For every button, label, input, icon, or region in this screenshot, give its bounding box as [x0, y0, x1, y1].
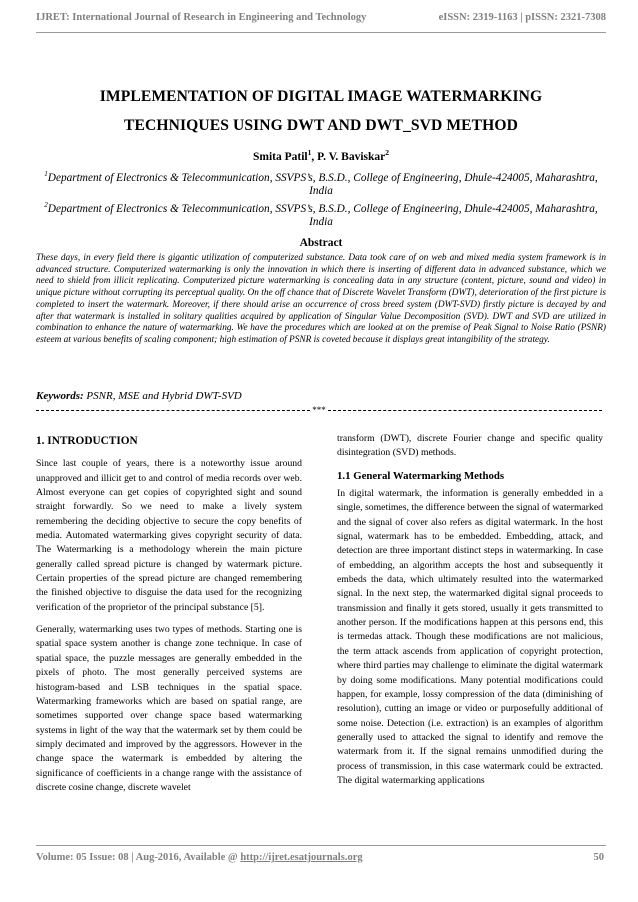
methods-paragraph-1: In digital watermark, the information is generally embedded in a single, sometimes, the difference between the signal of watermarked and the signal of cover also refers as digital watermark. In the host signal, watermark has to be embedded. Embedding, attack, and detection are three important distinct steps in watermarking. In case of embedding, an algorithm accepts the host and subsequently it embeds the data, which ultimately resulted into the watermarked signal. In the next step, the watermarked digital signal proceeds to transmission and finally it gets stored, usually it gets transmitted to another person. If the modifications happen at this persons end, this is termedas attack. Though these modifications are not malicious, the term attack ascends from application of copyright protection, where third parties may challenge to eliminate the digital watermark by doing some modifications. Many potential modifications could happen, for example, lossy compression of the data (diminishing of resolution), cutting an image or video or purposefully additional of some noise. Detection (i.e. extraction) is an examples of algorithm generally used to attacked the signal to identify and remove the watermark from it. If the signal remains unmodified during the process of transmission, in this case watermark could be extracted. The digital watermarking applications	[337, 488, 603, 786]
running-footer	[36, 852, 604, 863]
journal-name: IJRET: International Journal of Research in Engineering and Technology	[36, 12, 367, 23]
left-column	[36, 432, 302, 803]
author-1: Smita Patil	[252, 150, 308, 163]
title-line-2: TECHNIQUES USING DWT AND DWT_SVD METHOD	[124, 117, 518, 134]
affiliation-2-text: Department of Electronics & Telecommunication, SSVPS’s, B.S.D., College of Engineering, Dhule-424005, Maharashtra, India	[47, 202, 598, 229]
keywords-label: Keywords:	[36, 390, 84, 402]
page-number: 50	[593, 852, 604, 863]
affiliation-1	[40, 168, 602, 199]
keywords-text: PSNR, MSE and Hybrid DWT-SVD	[83, 390, 242, 402]
intro-paragraph-2: Generally, watermarking uses two types of methods. Starting one is spatial space system another is change zone technique. In case of spatial space, the puzzle messages are generally embedded in the pixels of photo. The most generally perceived systems are histogram-based and LSB techniques in the spatial space. Watermarking frameworks which are based on spatial range, are sometimes supported over change space based watermarking systems in light of the way that the watermark set by them could be simply decimated and improved by the aggressors. However in the change space the watermark is embedded by altering the significance of coefficients in a change range with the assistance of discrete cosine change, discrete wavelet	[36, 624, 302, 793]
footer-volume-text: Volume: 05 Issue: 08 | Aug-2016, Available @	[36, 852, 241, 863]
footer-volume	[36, 852, 363, 863]
separator-dash-left	[36, 410, 310, 411]
subsection-heading-general-methods: 1.1 General Watermarking Methods	[337, 469, 505, 482]
author-2: P. V. Baviskar	[317, 150, 386, 163]
affiliations	[40, 168, 602, 230]
separator-stars: ***	[312, 405, 326, 415]
author-1-sup: 1	[307, 148, 312, 157]
authors	[40, 148, 602, 163]
footer-rule	[36, 845, 606, 846]
journal-link[interactable]: http://ijret.esatjournals.org	[240, 852, 363, 863]
keywords	[36, 390, 606, 402]
running-header	[36, 12, 606, 23]
abstract-text: These days, in every field there is gigantic utilization of computerized substance. Data took care of on web and mixed media system framework is in advanced structure. Computerized watermarking is only the innovation in which there is inserting of different data in advanced substance, which we need to shield from illicit replicating. Computerized picture watermarking is concealing data in any structure (content, picture, sound and video) in unique picture without corrupting its perceptual quality. On the off chance that of Discrete Wavelet Transform (DWT), deterioration of the first picture is completed to insert the watermark. Moreover, if there should arise an occurrence of cross breed system (DWT-SVD) firstly picture is decayed by and after that watermark is installed in solitary qualities acquired by application of Singular Value Decomposition (SVD). DWT and SVD are utilized in combination to enhance the nature of watermarking. We have the procedures which are looked at on the premise of Peak Signal to Noise Ratio (PSNR) esteem at various benefits of scaling component; high estimation of PSNR is coveted because it displays great intangibility of the strategy.	[36, 253, 606, 345]
author-2-sup: 2	[385, 148, 390, 157]
affiliation-2-sup: 2	[44, 200, 48, 209]
issn: eISSN: 2319-1163 | pISSN: 2321-7308	[438, 12, 606, 23]
intro-paragraph-1: Since last couple of years, there is a noteworthy issue around unapproved and illicit get to and control of media records over web. Almost everyone can get copies of copyrighted sight and sound straight forwardly. So we need to make a lively system remembering the deciding objective to secure the copy benefits of media. Automated watermarking gives copyright security of data. The Watermarking is a methodology wherein the main picture generally called spread picture is changed by watermark picture. Certain properties of the spread picture are changed remembering the finished objective to disguise the data used for the recognizing verification of the proprietor of the principal substance [5].	[36, 458, 302, 613]
paper-title	[40, 82, 602, 140]
affiliation-2	[40, 199, 602, 230]
affiliation-1-sup: 1	[44, 170, 48, 178]
right-column	[337, 432, 603, 796]
header-rule	[36, 32, 606, 33]
section-heading-introduction: 1. INTRODUCTION	[36, 435, 138, 447]
separator-dash-right	[328, 410, 602, 411]
title-line-1: IMPLEMENTATION OF DIGITAL IMAGE WATERMARKING	[99, 88, 543, 105]
affiliation-1-text: Department of Electronics & Telecommunication, SSVPS’s, B.S.D., College of Engineering, Dhule-424005, Maharashtra, India	[47, 171, 598, 198]
abstract-heading: Abstract	[299, 237, 343, 249]
intro-paragraph-continued: transform (DWT), discrete Fourier change and specific quality disintegration (SVD) methods.	[337, 433, 603, 459]
author-separator: ,	[311, 150, 318, 163]
section-separator	[36, 404, 602, 416]
